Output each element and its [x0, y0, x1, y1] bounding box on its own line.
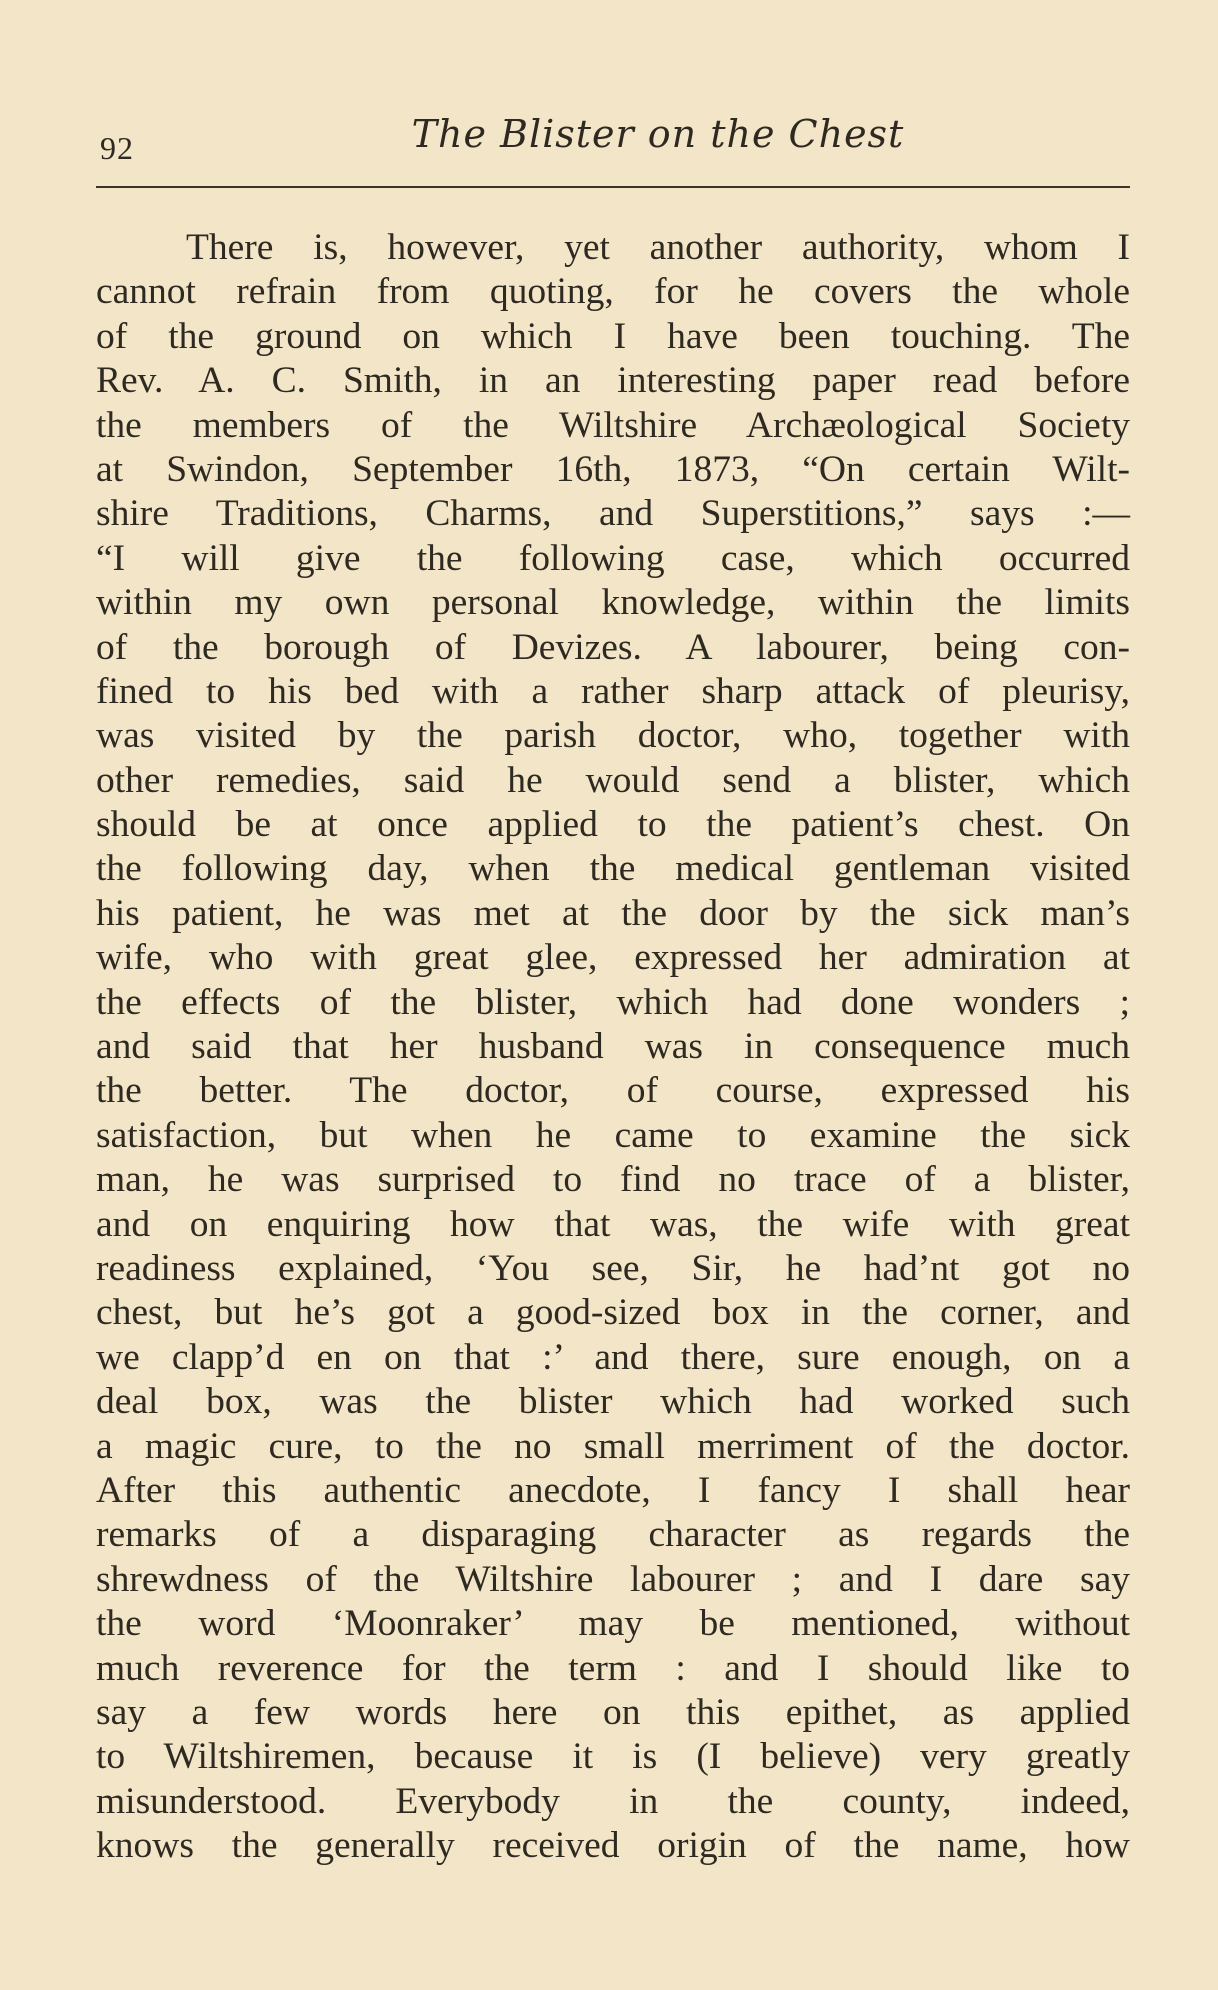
text-line: Rev. A. C. Smith, in an interesting paper read before — [96, 360, 1130, 402]
text-line: fined to his bed with a rather sharp attack of pleurisy, — [96, 670, 1130, 712]
text-line: wife, who with great glee, expressed her admiration at — [96, 937, 1130, 979]
text-line: we clapp’d en on that :’ and there, sure enough, on a — [96, 1336, 1130, 1378]
text-line: was visited by the parish doctor, who, together with — [96, 715, 1130, 757]
text-line: satisfaction, but when he came to examine the sick — [96, 1114, 1130, 1156]
text-line: cannot refrain from quoting, for he covers the whole — [96, 271, 1130, 313]
text-line: and on enquiring how that was, the wife with great — [96, 1203, 1130, 1245]
text-line: within my own personal knowledge, within the limits — [96, 582, 1130, 624]
text-line: the effects of the blister, which had done wonders ; — [96, 981, 1130, 1023]
text-line: other remedies, said he would send a blister, which — [96, 759, 1130, 801]
text-line: readiness explained, ‘You see, Sir, he had’nt got no — [96, 1247, 1130, 1289]
text-line: of the ground on which I have been touching. The — [96, 315, 1130, 357]
text-line: chest, but he’s got a good-sized box in the corner, and — [96, 1292, 1130, 1334]
text-line: There is, however, yet another authority, whom I — [186, 227, 1130, 268]
text-line: and said that her husband was in consequence much — [96, 1026, 1130, 1068]
page-number: 92 — [100, 130, 134, 166]
text-line: the following day, when the medical gentleman visited — [96, 848, 1130, 890]
header-rule — [96, 186, 1130, 188]
text-line: remarks of a disparaging character as regards the — [96, 1514, 1130, 1556]
body-text — [96, 226, 1130, 1868]
text-line: shrewdness of the Wiltshire labourer ; and I dare say — [96, 1558, 1130, 1600]
text-line: the word ‘Moonraker’ may be mentioned, without — [96, 1603, 1130, 1645]
text-line: After this authentic anecdote, I fancy I shall hear — [96, 1469, 1130, 1511]
text-line: should be at once applied to the patient’s chest. On — [96, 804, 1130, 846]
text-line: the members of the Wiltshire Archæological Society — [96, 404, 1130, 446]
text-line: his patient, he was met at the door by the sick man’s — [96, 892, 1130, 934]
text-line: misunderstood. Everybody in the county, indeed, — [96, 1780, 1130, 1822]
text-line: a magic cure, to the no small merriment of the doctor. — [96, 1425, 1130, 1467]
text-line: “I will give the following case, which occurred — [96, 537, 1130, 579]
text-line: at Swindon, September 16th, 1873, “On certain Wilt- — [96, 448, 1130, 490]
text-line: say a few words here on this epithet, as applied — [96, 1691, 1130, 1733]
page-header — [96, 112, 1130, 172]
text-line: deal box, was the blister which had worked such — [96, 1381, 1130, 1423]
text-line: much reverence for the term : and I should like to — [96, 1647, 1130, 1689]
text-line: to Wiltshiremen, because it is (I believe) very greatly — [96, 1736, 1130, 1778]
text-line: man, he was surprised to find no trace of a blister, — [96, 1159, 1130, 1201]
text-line: of the borough of Devizes. A labourer, being con- — [96, 626, 1130, 668]
running-title: The Blister on the Chest — [411, 112, 905, 156]
text-line: shire Traditions, Charms, and Superstitions,” says :— — [96, 493, 1130, 535]
text-line: the better. The doctor, of course, expressed his — [96, 1070, 1130, 1112]
text-line: knows the generally received origin of the name, how — [96, 1825, 1130, 1867]
